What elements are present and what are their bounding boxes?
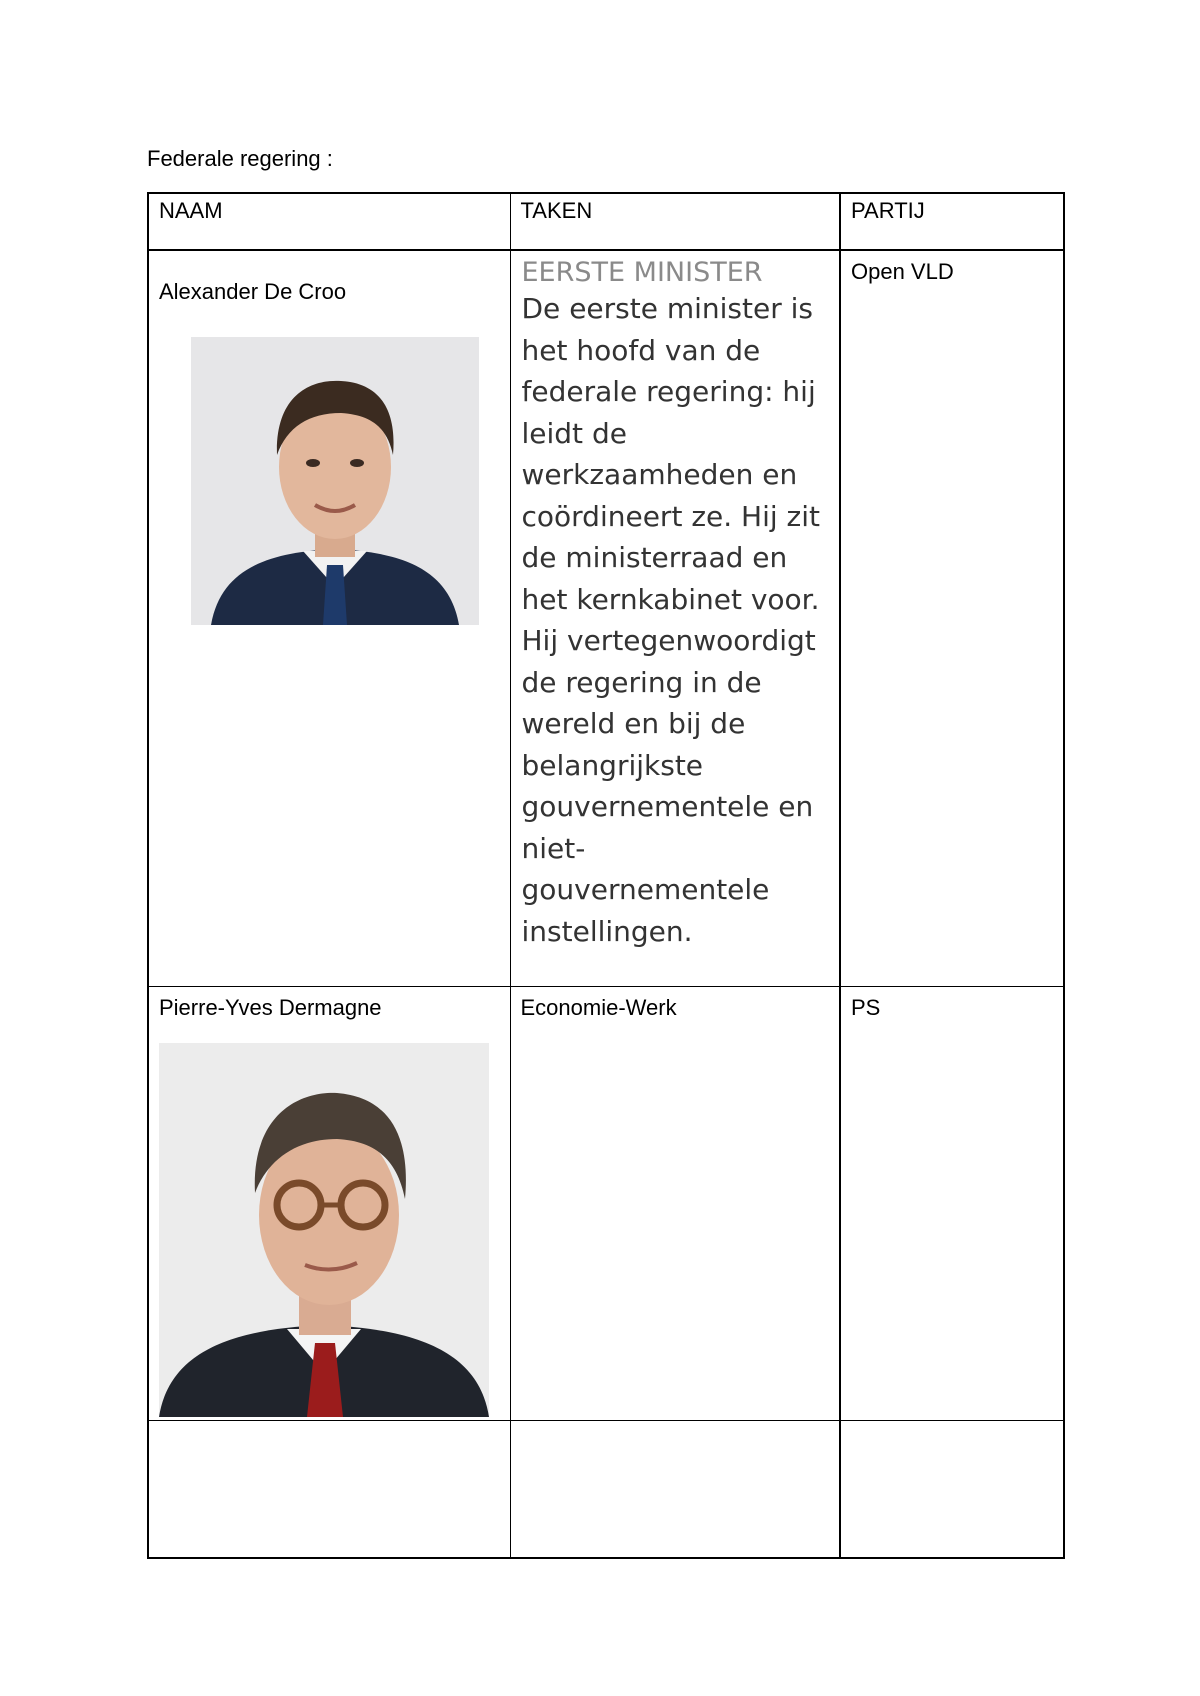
cell-partij — [840, 250, 1064, 986]
portrait-photo — [159, 1043, 489, 1417]
portrait-dermagne-icon — [159, 1043, 489, 1417]
table-row — [148, 986, 1064, 1420]
table-row — [148, 1420, 1064, 1558]
cell-taken — [510, 986, 840, 1420]
table-row — [148, 250, 1064, 986]
cell-partij — [840, 1420, 1064, 1558]
cell-taken — [510, 250, 840, 986]
cell-naam — [148, 250, 510, 986]
header-taken: TAKEN — [510, 193, 840, 250]
document-title: Federale regering : — [147, 146, 333, 171]
portrait-photo — [191, 337, 479, 625]
task-description: Economie-Werk — [520, 994, 677, 1020]
party-name: PS — [851, 994, 881, 1020]
minister-name: Pierre-Yves Dermagne — [159, 994, 382, 1020]
table-header-row — [148, 193, 1064, 250]
cell-naam — [148, 1420, 510, 1558]
cell-naam — [148, 986, 510, 1420]
task-heading: EERSTE MINISTER — [521, 257, 763, 288]
minister-name: Alexander De Croo — [159, 279, 347, 304]
task-description: De eerste minister is het hoofd van de federale regering: hij leidt de werkzaamheden en coördineert ze. Hij zit de ministerraad en het kernkabinet voor. Hij vertegenwoordigt de regering in de wereld en bij de belangrijkste gouvernementele en niet-gouvernementele instellingen. — [521, 292, 821, 948]
portrait-de-croo-icon — [191, 337, 479, 625]
party-name: Open VLD — [851, 259, 954, 284]
header-partij: PARTIJ — [840, 193, 1064, 250]
cell-taken — [510, 1420, 840, 1558]
government-table — [147, 192, 1065, 1559]
header-naam: NAAM — [148, 193, 510, 250]
cell-partij — [840, 986, 1064, 1420]
